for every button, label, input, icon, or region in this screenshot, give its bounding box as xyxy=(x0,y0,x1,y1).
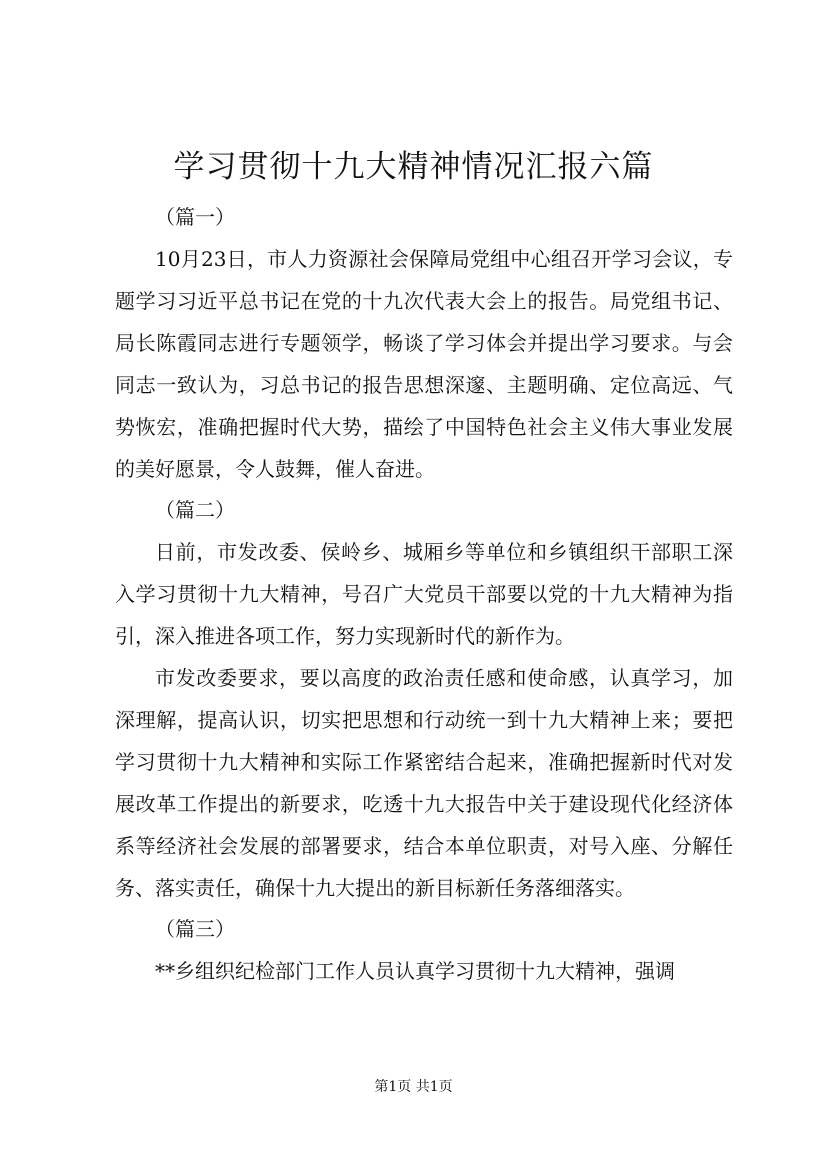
section-label-1: （篇一） xyxy=(155,205,235,229)
paragraph-4: **乡组织纪检部门工作人员认真学习贯彻十九大精神，强调 xyxy=(155,959,675,983)
paragraph-3: 市发改委要求，要以高度的政治责任感和使命感，认真学习，加深理解，提高认识，切实把思想和行动统一到十九大精神上来；要把学习贯彻十九大精神和实际工作紧密结合起来，准确把握新时代对发展改革工作提出的新要求，吃透十九大报告中关于建设现代化经济体系等经济社会发展的部署要求，结合本单位职责，对号入座、分解任务、落实责任，确保十九大提出的新目标新任务落细落实。 xyxy=(115,666,733,900)
document-title: 学习贯彻十九大精神情况汇报六篇 xyxy=(173,149,654,185)
paragraph-1: 10月23日，市人力资源社会保障局党组中心组召开学习会议，专题学习习近平总书记在党的十九次代表大会上的报告。局党组书记、局长陈霞同志进行专题领学，畅谈了学习体会并提出学习要求。与会同志一致认为，习总书记的报告思想深邃、主题明确、定位高远、气势恢宏，准确把握时代大势，描绘了中国特色社会主义伟大事业发展的美好愿景，令人鼓舞，催人奋进。 xyxy=(115,247,733,481)
document-body xyxy=(115,197,733,992)
section-label-2: （篇二） xyxy=(155,498,235,522)
section-label-3: （篇三） xyxy=(155,917,235,941)
page-footer: 第1页 共1页 xyxy=(374,1079,453,1095)
paragraph-2: 日前，市发改委、侯岭乡、城厢乡等单位和乡镇组织干部职工深入学习贯彻十九大精神，号召广大党员干部要以党的十九大精神为指引，深入推进各项工作，努力实现新时代的新作为。 xyxy=(115,540,733,648)
